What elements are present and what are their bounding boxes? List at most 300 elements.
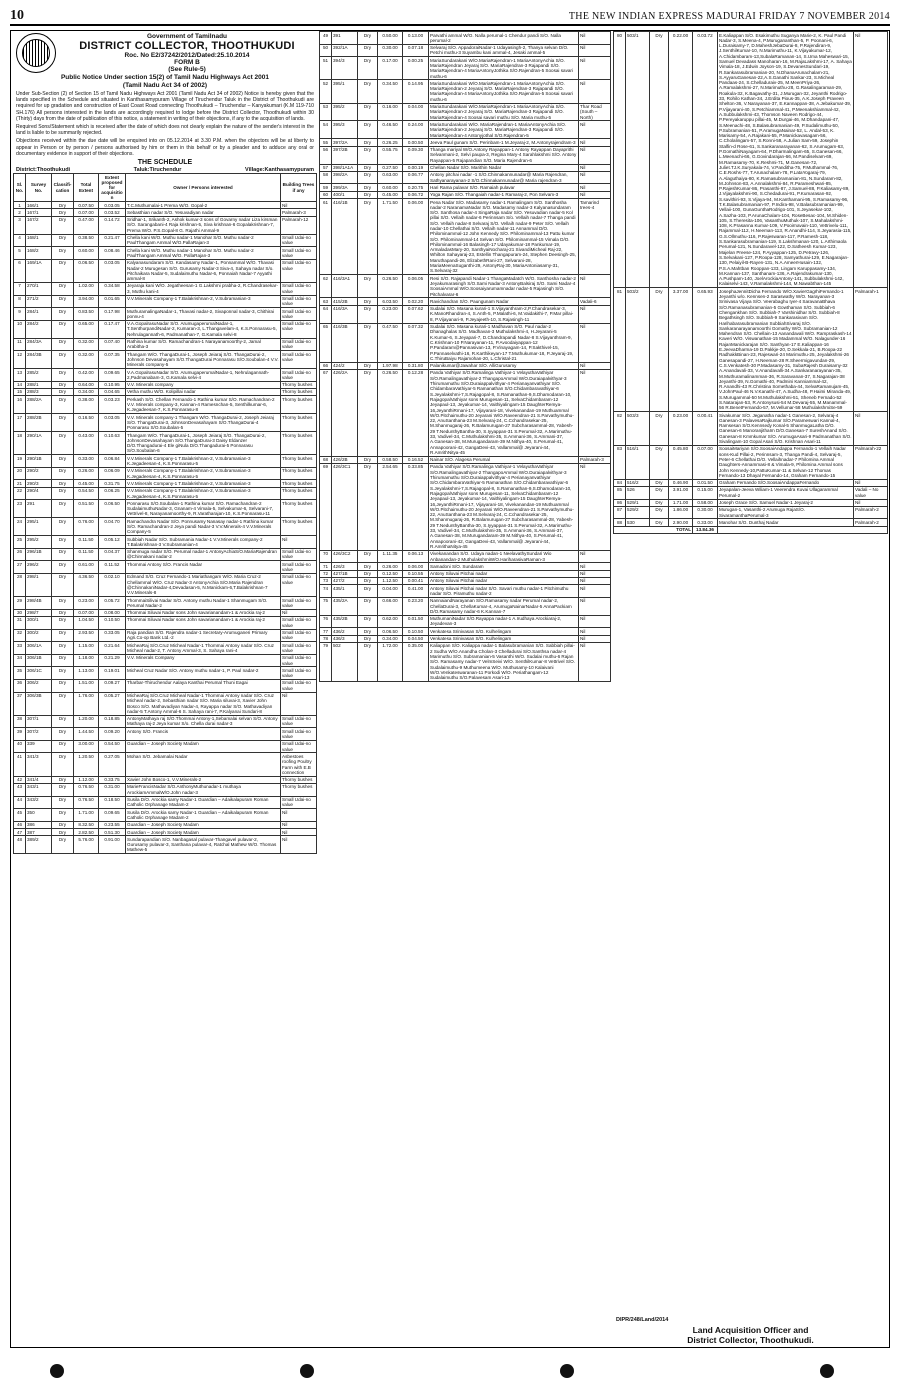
class-cell: Dry — [52, 209, 74, 216]
building-cell: Nil — [579, 570, 611, 577]
total-extent-cell: 0.16.00 — [378, 103, 403, 121]
survey-cell: 298/7 — [26, 609, 52, 616]
survey-cell: 271/2 — [26, 295, 52, 308]
survey-cell: 397/2B — [332, 146, 358, 164]
class-cell: Dry — [52, 796, 74, 809]
owner-cell: Venkatesa Srinivasan S/O. Kulhelingam — [429, 635, 579, 642]
class-cell: Dry — [52, 500, 74, 518]
extent-proposed-cell: 0.06.00 — [403, 563, 429, 570]
building-cell: Nil — [579, 597, 611, 615]
schedule-location — [16, 167, 314, 173]
total-extent-cell: 0.47.00 — [74, 216, 99, 234]
building-cell: Nil — [579, 80, 611, 103]
total-extent-cell: 1.13.00 — [74, 667, 99, 680]
survey-cell: 290/3 — [26, 480, 52, 487]
building-cell: Nil — [579, 628, 611, 635]
owner-cell: Kalyanasundaram S/O. Kandasamy Nadar-1, Ponnammal W/O. Thavasi Nadar-2 Murugesan S/O. Gurusamy Nadar-3 Siva-4, Sahaya nadar S/o. Pitchaikara Nadar-5, Sudalaimuthu Nadar-6, Ponnaiah Nadar-7 Ayyathi ammal-8 — [126, 259, 281, 282]
owner-cell: Antony S/O. Francis — [126, 728, 281, 741]
table-row — [14, 536, 317, 549]
building-cell: Palmarah-22 — [854, 445, 888, 479]
table-row — [320, 57, 611, 80]
table-row — [14, 432, 317, 455]
survey-cell: 295/1 — [26, 518, 52, 536]
owner-cell: Graham Fernando S/O.SoosaiAndappaFernando — [718, 479, 854, 486]
extent-proposed-cell: 0.31.80 — [403, 362, 429, 369]
building-cell: Nil — [579, 563, 611, 570]
sl-cell: 21 — [14, 480, 26, 487]
survey-cell: 169/1A — [26, 259, 52, 282]
total-extent-cell: 1.12.00 — [74, 776, 99, 783]
extent-proposed-cell: 0.04.65 — [99, 388, 126, 395]
class-cell: Dry — [52, 753, 74, 776]
schedule-heading: THE SCHEDULE — [137, 159, 193, 167]
owner-cell: Panda Vathiyar S/O.Ramalinga Vathiyar-1 VelayuthaVathiyar S/O.Ramalingavathiyar-2 ThangapoAmmal W/O.Duraiapalvithyar-3 Thirumamuthu S/O.Duraiappalvithyar-4 Perianayanvathiyar S/O.ChidambaraVathiyar-5 Ramanathan S/O.Chidambaravathiyar-6 S.Jeyalakshmi-7,S.Rajagopal-8, S.Ramanathan-9,S.Dhamodaran-10, RajagopalVathiyar sons Murugesan-11, SelvaChidambaram-12 Jeyapaul-13, Jeyakumar-14, Vaithiyalingam-15 DaughterRemya-16,JeyanthiRmani-17, Vijayarani-18, Vivekanandan-19 Muthuammal W/O.Pitchaimuthu-20 Jeyarani W/O.Raveendran-21 S.Parvathymuthu-22, AnuSanthana-23 M.Selvaraj-24, C.Cchandrasekar-25, M.Shanmugaraj-26, R.Balamurugan-27 Subcharasammal-28, Yabesh-29 T.NedunthyBantha-30, S.Iyyappan-31 S.Perumal-32, A.Marimuthu-33, Vadivel-34, C.Muthulakshmi-35, S.Ammani-36, S.Ammani-37, A.Ganesan-38, M.Murugandaram-39 M.Nithya-40, S.Perumal-41, Annapoorani-42, GangaDevi-43, Vallammal@ Jeyarani-44, R.AmrithaNitya-45 — [429, 463, 579, 550]
owner-cell: Antony Siluvai Pitchai nadar — [429, 577, 579, 584]
building-cell: Thorny bushes — [281, 381, 317, 388]
taluk-label: Taluk:Tiruchendur — [133, 167, 182, 174]
total-extent-cell: 1.71.00 — [669, 499, 693, 506]
class-cell: Dry — [52, 518, 74, 536]
sl-cell: 52 — [320, 80, 332, 103]
building-cell: Nil — [281, 821, 317, 828]
extent-proposed-cell: 0.23.20 — [403, 597, 429, 615]
total-extent-cell: 1.20.50 — [74, 753, 99, 776]
owner-cell: Chella kani W/O. Muthu nadar-1 Manohar S/O. Muthu nadar-2 PaulThangam Ammal W/O. PallaRajan-3 — [126, 247, 281, 260]
survey-cell: 391 — [332, 32, 358, 45]
class-cell: Dry — [358, 628, 378, 635]
building-cell: Small Udai-no value — [281, 654, 317, 667]
building-cell: Thorny bushes — [281, 776, 317, 783]
building-cell: Small Udai-no value — [281, 715, 317, 728]
total-extent-cell: 0.47.50 — [378, 323, 403, 362]
government-line: Government of Tamilnadu — [146, 33, 228, 40]
sl-cell: 79 — [320, 642, 332, 681]
total-extent-cell: 2.82.50 — [74, 829, 99, 836]
owner-cell: V.V. Minerals company — [126, 381, 281, 388]
owner-cell: Rathina kumar S/O. Ramachandran-1 Narayanamoorthy-2, Jamal Arabitha-3 — [126, 338, 281, 351]
table-row — [320, 635, 611, 642]
table-row — [14, 216, 317, 234]
total-extent-cell: 0.54.50 — [74, 487, 99, 500]
table-row — [320, 171, 611, 184]
table-row — [14, 209, 317, 216]
class-cell: Dry — [358, 164, 378, 171]
extent-proposed-cell: 0.30.00 — [693, 506, 718, 519]
class-cell: Dry — [52, 487, 74, 500]
total-extent-cell: 2.90.00 — [669, 519, 693, 526]
building-cell: Nil — [579, 323, 611, 362]
sl-cell: 15 — [14, 388, 26, 395]
building-cell: Small Udai-no value — [281, 667, 317, 680]
building-cell: Nil — [579, 275, 611, 298]
sl-cell: 12 — [14, 351, 26, 369]
building-cell: Small Udai-no value — [281, 247, 317, 260]
survey-cell: 284/3B — [26, 351, 52, 369]
table-row — [320, 615, 611, 628]
total-extent-cell: 0.26.00 — [74, 467, 99, 480]
owner-cell: V.V.Minerals Company-1 T.Balakrishnan-2, V.Subramanian-3 K.Jegadeesan-4, K.S.Ponnarasu-5 — [126, 487, 281, 500]
notice-title: Public Notice Under section 15(2) of Tamil Nadu Highways Act 2001 — [60, 74, 270, 81]
class-cell: Dry — [358, 577, 378, 584]
owner-cell: MuthuramalingaNadar-1, Thavasi nadar-2, Sivaponnal nadar-3, Chithirai ponnu-4 — [126, 308, 281, 321]
class-cell: Dry — [52, 381, 74, 388]
sl-cell: 81 — [614, 288, 626, 412]
extent-proposed-cell: 0.09.27 — [99, 679, 126, 692]
table-row — [14, 388, 317, 395]
owner-cell: Subbiah Nadar S/O. Subramania Nadar-1 V.V.Minerals company-2 T.Balakrishnan-3 V.Subramanian-4 — [126, 536, 281, 549]
survey-cell: 290/4 — [26, 487, 52, 500]
survey-cell: 502 — [332, 642, 358, 681]
building-cell: Nil — [854, 412, 888, 446]
owner-cell: Thommai Siluvai Nadar sons John savarianandam-1 & Arockia raj-2 — [126, 616, 281, 629]
building-cell: Nil — [579, 615, 611, 628]
survey-cell: 397/2A — [332, 139, 358, 146]
owner-cell: Edmand S/O. Cruz Fernando-1 Mariathangam W/O. Maria Cruz-2 Chellammal W/O. Cruz Nadar-3 AntonyAchia S/O.Maria Rajendran @ChinnakaniNadar-4,Devadasan-5, N.Manickam-6,T.Balakrishnan-7 V.V.Minerals-8 — [126, 573, 281, 596]
owner-cell: V.A.GopalrasuNadar S/O. ArumugaperumalNadar-1, T.SenthurpandiNadar-2, Kumaran-3, L.Thangavelam-4, K.S.Ponnarasu-5, Nehrulagannath-6, Padmanathan-7, G.Kamala selvi-8 — [126, 320, 281, 338]
col-header-owner: Owner / Persons interested — [126, 174, 281, 202]
sl-cell: 82 — [614, 412, 626, 446]
building-cell: Thorny bushes — [281, 783, 317, 796]
owner-cell: Tharbar-Thiruchendur Aalaya Kanthai Perumal Thuni Eagai — [126, 679, 281, 692]
class-cell: Dry — [358, 139, 378, 146]
extent-proposed-cell: 0.00.25 — [403, 57, 429, 80]
survey-cell: 398/1A1A — [332, 164, 358, 171]
owner-cell: Yoga Rajan S/O. Thangaiah nadar-1 Ramaraj-2, Pon Selvam-3 — [429, 191, 579, 198]
class-cell: Dry — [52, 836, 74, 854]
extent-proposed-cell: 0.17.98 — [99, 308, 126, 321]
class-cell: Dry — [358, 635, 378, 642]
survey-cell: 291 — [26, 500, 52, 518]
owner-cell: Hari Rama pulavar S/O. Ramaiah pulavar — [429, 184, 579, 191]
total-extent-cell: 0.60.00 — [74, 247, 99, 260]
signatory-line-2: District Collector, Thoothukudi. — [687, 1335, 814, 1345]
owner-cell: Xavier John Bosco-1, V.V.Minerals-2 — [126, 776, 281, 783]
owner-cell: Samadoni S/O. Sundaram — [429, 563, 579, 570]
extent-proposed-cell: 0.03.72 — [693, 32, 718, 288]
extent-proposed-cell: 0.03.05 — [99, 202, 126, 209]
survey-cell: 530 — [626, 519, 650, 526]
total-extent-cell: 0.50.00 — [378, 32, 403, 45]
extent-proposed-cell: 0.00.41 — [403, 577, 429, 584]
class-cell: Dry — [52, 654, 74, 667]
table-row — [14, 776, 317, 783]
sl-cell: 57 — [320, 164, 332, 171]
building-cell: Thorny bushes — [281, 388, 317, 395]
sl-cell: 58 — [320, 171, 332, 184]
sl-cell: 11 — [14, 338, 26, 351]
table-row — [320, 577, 611, 584]
table-row — [320, 275, 611, 298]
table-row — [320, 164, 611, 171]
extent-proposed-cell: 0.07.40 — [99, 338, 126, 351]
col-header-building: Building Trees if any — [281, 174, 317, 202]
extent-proposed-cell: 0.33.00 — [693, 519, 718, 526]
total-extent-cell: 0.58.50 — [378, 456, 403, 463]
owner-cell: MariaSundarakani W/O.MariaRajendran-1 MariaAntonyAchia S/O. MariaRajendran-2 Jeyaraj S/O. MariaRajendran-3 Rajapandi S/O. MariaRajendran-4 MariaAntonyJothika S/O.Rajendran-5 Soosai savari muthu-6 — [429, 80, 579, 103]
sl-cell: 18 — [14, 432, 26, 455]
sl-cell: 70 — [320, 550, 332, 563]
sl-cell: 37 — [14, 692, 26, 715]
extent-proposed-cell: 0.06.50 — [99, 500, 126, 518]
survey-cell: 529/2 — [626, 506, 650, 519]
office-title: DISTRICT COLLECTOR, THOOTHUKUDI — [79, 40, 295, 52]
survey-cell: 290/1A — [26, 432, 52, 455]
owner-cell: MuthumaniNadar S/O.Rayappa nadar-1 A.Irudhaya Arockiaraj-2, Jeyadevan-3 — [429, 615, 579, 628]
extent-proposed-cell: 0.06.77 — [403, 171, 429, 184]
owner-cell: Susila D/O. Arockia samy Nadar-1 Guardian – Adaikalapuram Roman Catholic Orphanage Madam-2 — [126, 796, 281, 809]
class-cell: Dry — [358, 121, 378, 139]
building-cell: Nil — [579, 577, 611, 584]
page-header — [10, 4, 890, 26]
building-cell: Small Udai-no value — [281, 369, 317, 382]
owner-cell: V.V.Minerals Company-1 T.Balakrishnan-2, V.Subramanian-3 K.Jegadeesan-4, K.S.Ponnarasu-5 — [126, 455, 281, 468]
table-row — [320, 362, 611, 369]
class-cell: Dry — [358, 44, 378, 57]
building-cell: Small Udai-no value — [281, 234, 317, 247]
extent-proposed-cell: 0.10.55 — [403, 570, 429, 577]
total-extent-cell: 0.32.00 — [74, 351, 99, 369]
owner-cell: Parvathi ammal W/O. Nalla perumal-1 Chendur pandi S/O. Nalla perumal-2 — [429, 32, 579, 45]
extent-proposed-cell: 0.21.64 — [99, 642, 126, 655]
class-cell: Dry — [52, 561, 74, 574]
total-extent-cell: 3.37.00 — [669, 288, 693, 412]
extent-proposed-cell: 0.31.00 — [99, 783, 126, 796]
class-cell: Dry — [52, 338, 74, 351]
survey-cell: 284/1 — [26, 308, 52, 321]
owner-cell: JosephaJennitDicha Fernando W/O.XavierGagrhiFernando-1 Jeyanthi w/o. Kennsen-2 Saraswathy W/O. Narayanan-3 Srinivasa Vijaya S/O. Veerabaghu Iyer-4 SaravanaBhava S/O.Ramanasubramanian-5 Gowthaman S/O. Subbiah-6 Chengankhan S/O. Subbiah-7 Varshinidhar S/O. Subbiah-8 Begathsingh S/O. Subbiah-9 Sankarasivam S/O. Harihabarasubramanian SubbiahSivaraj S/O. Sankaranarayanamoorthi Gomathy W/O. Subramanian-12 Mahendran S/O. Chellain-13 Aanandavali W/O. Rampraskash-14 Kaveri W/O. Viswanathan-15 Madammal W/O. Nalagunder-16 RajanManickarajan S/O. Santhyan-17 E.Kaliappan-16 E.JeevaDharma-19 D.Pakkje-20, D.Sekkala-21, B.Roopa-22 RadhakkBinan-23, Rajeswari-24 Marimuthu-25, Jeyalakshmi-26 Ganesapandi-27, H.Neeman-28 R.Sheermigavundan-29, C.S.Venkatesh-30 P.Madasamy-31, SubaRajesh Duraisamy-32 A.Anandavali-33, V.Anandavalli-34 A.Sankaranarayanan-35, M.Muthuramalinamman-36, R.Saravanan-37, S.Nagarajan-38 Jeyanthi-39, N.Gomathi-40, Padmini Kanniammal-42, R.Anandhi-43 R.Christina Somethaba-44, SelvaRamanujam-45, V.JohnPaul-46 N.V.Kanathi-47, A.Sudha-48, P.Haimi Miranda-49, S.Murugammal-50 M.Muthulakshmi-51, Sheneb Fernado-52 S.Natarajan-53, R.Antonysusi-54 M.Devaraj-55, M.Manammal-56 R.BenetFernando-57, M.Vellumar-58 MuthulakshmiSe-59 — [719, 288, 852, 411]
class-cell: Dry — [52, 467, 74, 480]
owner-cell: Vetha muthu W/O. Kolipillai nadar — [126, 388, 281, 395]
class-cell: Dry — [358, 275, 378, 298]
survey-cell: 389/2 — [26, 836, 52, 854]
total-extent-cell: 0.46.90 — [669, 479, 693, 486]
table-row — [14, 561, 317, 574]
extent-proposed-cell: 0.07.32 — [403, 323, 429, 362]
class-cell: Dry — [358, 570, 378, 577]
owner-cell: MariaSundarakani W/O. MariaRajendran-1 MariaAntonyAchia S/O. MariaRajendran-2 Jeyaraj S/O. MariaRajendran-3 Rajapandi S/O. MariaRajendran-4 Antonyjothal S/O.Rajendran-5 — [429, 121, 579, 139]
class-cell: Dry — [52, 369, 74, 382]
building-cell: Nil — [579, 585, 611, 598]
survey-cell: 436/3 — [332, 635, 358, 642]
sl-cell: 73 — [320, 577, 332, 584]
extent-proposed-cell: 0.18.50 — [99, 796, 126, 809]
total-extent-cell: 2.54.65 — [378, 463, 403, 550]
class-cell: Dry — [52, 216, 74, 234]
survey-cell: 284/3A — [26, 338, 52, 351]
total-extent-cell: 3.00.00 — [74, 740, 99, 753]
extent-proposed-cell: 0.03.05 — [99, 259, 126, 282]
class-cell: Dry — [358, 184, 378, 191]
class-cell: Dry — [650, 499, 669, 506]
class-cell: Dry — [52, 234, 74, 247]
owner-cell: Nainar S/O. Alagesa Perumal — [429, 456, 579, 463]
total-extent-cell: 0.61.00 — [74, 561, 99, 574]
building-cell: Palmarah-3 — [281, 209, 317, 216]
extent-proposed-cell: 0.10.50 — [403, 628, 429, 635]
owner-cell: Joseph Grace S/O. Samuel Nadar-1 Jeyaraj-2 — [718, 499, 854, 506]
class-cell: Dry — [52, 740, 74, 753]
extent-proposed-cell: 0.09.30 — [403, 146, 429, 164]
schedule-table-1 — [13, 173, 317, 854]
building-cell: Small Udai-no value — [281, 629, 317, 642]
total-extent-cell: 0.62.00 — [378, 615, 403, 628]
total-extent-cell: 0.45.00 — [378, 191, 403, 198]
total-extent-cell: 1.72.00 — [378, 642, 403, 681]
extent-proposed-cell: 0.09.65 — [99, 369, 126, 382]
survey-cell: 168/1 — [26, 234, 52, 247]
class-cell: Dry — [52, 295, 74, 308]
sl-cell: 48 — [14, 836, 26, 854]
class-cell: Dry — [52, 388, 74, 395]
owner-cell: MariaSundarakani W/O.MariaRajendran-1 MariaAntonyAchia S/O. MariaRajendran Jeyaraj S/O. MariaRajendran-3 Rajapandi S/O. MariaRajendran-4 MariaAntonyJothika S/O.Rajendran-5 Soosai savari muthu-6 — [429, 57, 579, 80]
sl-cell: 5 — [14, 247, 26, 260]
owner-cell: Micheal Cruz Nadar S/O. Antony muthu nadar-1, P. Paul nadar-2 — [126, 667, 281, 680]
sl-cell: 6 — [14, 259, 26, 282]
table-row — [14, 234, 317, 247]
building-cell: Nil — [579, 305, 611, 323]
sl-cell: 62 — [320, 275, 332, 298]
class-cell: Dry — [650, 412, 669, 446]
owner-cell: Shanmuga nadar S/O. Perumal nadar-1 AntonyAchiaS/O.MariaRajendran @Chinnakani nadar-2 — [126, 548, 281, 561]
survey-cell: 296/1B — [26, 548, 52, 561]
owner-cell: Mohan S/O. Jebamalai Nadar — [126, 753, 281, 776]
total-extent-cell: 5.76.00 — [74, 836, 99, 854]
owner-cell: NannaiandNarayanan S/O.Ramasamy nadar Perumal nadar-2, ChellaDurai-3, ChellaKumar-4, ArumugaNainarNadar-5 AnnaPackiam D/O.Ramasamy nadar-6 K.Kannan-7 — [429, 597, 579, 615]
survey-cell: 295/2 — [26, 536, 52, 549]
total-extent-cell: 0.22.00 — [669, 32, 693, 288]
owner-cell: Vivekanandan S/O. Udaya nadan-1 NeelavathySundari Wio Anbanandan-2 MuthulakshmiW/O.HariharasivaRaman-3 — [429, 550, 579, 563]
owner-cell: Sudalai S/O. Masana kurari-1 Madhavan S/O. Paul nadar-2 Dhanaghalas S/O. Madhavan-3 Muthulakshmi-4, H.Jeyarani-5 K.Kumar-6, S.Jeyapari-7, D.Chandrapandi Nadar-8 S.Vijayanthram-9, C.Krishnan-10 P.Narayanan-11, P.Avoodaiyappan-12 P.Pandaram@Pannasivan-13, P.Vinayagam-14, P.Sakthivel-15, P.Pannaselvathi-16, R.Karthikeyan-17 T.Muthukumar-18, P.Jeyaraj-19, C.ThiruBaiyu Rajamohan-20, L.Christal-21 — [429, 323, 579, 362]
survey-cell: 296/2 — [26, 561, 52, 574]
owner-cell: V.V.Minerals Company-1 T.Balakrishnan-2, V.Subramanian-3 K.Jegadeesan-4, K.S.Ponnarasu-5 — [126, 467, 281, 480]
dot-icon — [300, 1364, 314, 1378]
extent-proposed-cell: 0.15.00 — [693, 486, 718, 499]
class-cell: Dry — [52, 320, 74, 338]
extent-proposed-cell: 0.24.00 — [403, 121, 429, 139]
owner-cell: Antony pitchai nadar -1 S/O.Chinnakannunadar@ Maria Rajendran, Sathyanarayanan-2 S/O.Chinnakannunadar@ Maria rajendran-3 — [429, 171, 579, 184]
class-cell: Dry — [358, 103, 378, 121]
total-extent-cell: 6.03.50 — [378, 298, 403, 305]
building-cell: Vadali – No value — [854, 486, 888, 499]
extent-proposed-cell: 0.01.50 — [693, 479, 718, 486]
owner-cell: Kaliappan S/O. Kaliappa nadar-1 Balasubramanian S/O. Sabbiah pillai-2 Sudha W/O.Anandha Cholan-3 Chelladurai S/O.Santhsa nadar-4 Marimuthu S/O. Subramanian-5 Vasanthi W/O. Sudalai muthu-6 Rajan S/O. Ramasamy nadar-7 VelmSeivi W/O. SenthilKumar-8 Vettrivel S/O. Sudalaimuthu-9 Muthumeena W/O. Muthusamy-10 Kalaivani W/O.Venkateswaranan-11 Porkodi W/O. Periathangam-12 Sudalaimuthu S/O.Palavesam Asari-13 — [429, 642, 579, 681]
class-cell: Dry — [650, 519, 669, 526]
class-cell: Dry — [650, 486, 669, 499]
survey-cell: 284/2 — [26, 320, 52, 338]
building-cell: Small Udai-no value — [281, 740, 317, 753]
building-cell: Nil — [281, 836, 317, 854]
building-cell: Small Udai-no value — [281, 728, 317, 741]
sl-cell: 22 — [14, 487, 26, 500]
total-extent-cell: 0.11.50 — [74, 536, 99, 549]
owner-cell: Sebasthian nadar S/O. Yesuvadiyan nadar — [126, 209, 281, 216]
survey-cell: 416/3A1 — [332, 275, 358, 298]
building-cell: Thorny bushes — [281, 396, 317, 414]
sl-cell: 65 — [320, 323, 332, 362]
survey-cell: 288/1 — [26, 381, 52, 388]
total-extent-cell: 0.76.50 — [74, 783, 99, 796]
table-row — [320, 563, 611, 570]
owner-cell: V.A.GopalrasuNadar S/O. ArumugaperumalNadar-1, Nehrulagannath-2,Padmanabam-3, G.Kamala selvi-4 — [126, 369, 281, 382]
class-cell: Dry — [358, 642, 378, 681]
total-extent-cell: 0.23.00 — [378, 305, 403, 323]
class-cell: Dry — [52, 783, 74, 796]
table-row — [320, 298, 611, 305]
sl-cell: 8 — [14, 295, 26, 308]
extent-proposed-cell: 0.07.62 — [403, 305, 429, 323]
table-row — [14, 728, 317, 741]
owner-cell: Thangam W/O. ThangaDurai-1, Joseph Jeiaraj S/O. ThangaDurai-2, Johnson Devasahayam S/O.ThangaDurai Ponnarasu S/O.Soubalan-4 V.V. Minerals company-5 — [127, 351, 279, 368]
next-page-bleed — [0, 1356, 900, 1379]
class-cell: Dry — [650, 506, 669, 519]
survey-cell: 426/3 — [332, 563, 358, 570]
total-extent-cell: 0.34.50 — [378, 80, 403, 103]
table-row — [14, 642, 317, 655]
sl-cell: 40 — [14, 740, 26, 753]
owner-cell: MarieFrancisNadar S/O.AnthonyMuthunadar-1 muthaya ArockiamAmmalW/O.John nadar-3 — [126, 783, 281, 796]
sl-cell: 80 — [614, 32, 626, 288]
extent-proposed-cell: 0.33.75 — [99, 776, 126, 783]
sl-cell: 42 — [14, 776, 26, 783]
owner-cell: T.C.Muthumalai-1 Prema W/O. Gopal-2 — [126, 202, 281, 209]
class-cell: Dry — [52, 829, 74, 836]
column-3 — [613, 31, 888, 1347]
owner-cell: Guardian – Joseph Society Madam — [126, 821, 281, 828]
sl-cell: 19 — [14, 455, 26, 468]
total-extent-cell: 0.66.00 — [378, 597, 403, 615]
total-extent-cell: 8.32.50 — [74, 821, 99, 828]
table-row — [14, 338, 317, 351]
col-header-survey: Survey No. — [26, 174, 52, 202]
owner-cell: Jeyapalan-Jeeva Wiliam-1 Veerendra Kuvai Ullagarammal Perumal-2 — [718, 486, 854, 499]
owner-cell: Jeyaraja kani W/O. Jegatheesan-1 G.Lakshmi prabha-2, R.Chandrasekar-3, Muthu kani-4 — [126, 282, 281, 295]
total-extent-cell: 0.38.00 — [74, 396, 99, 414]
class-cell: Dry — [52, 809, 74, 822]
building-cell: Thorny bushes — [281, 487, 317, 500]
table-row — [320, 305, 611, 323]
total-extent-cell: 0.65.00 — [74, 320, 99, 338]
owner-cell: V.V. Minerals Company — [126, 654, 281, 667]
table-row — [14, 809, 317, 822]
table-row — [614, 32, 888, 288]
survey-cell: 503/2 — [626, 288, 650, 412]
total-extent-cell: 0.46.50 — [378, 121, 403, 139]
building-cell: Nil — [281, 829, 317, 836]
survey-cell: 526 — [626, 486, 650, 499]
owner-cell: Perkash S/O. Chellan Fernando-1 Rathina kumar S/O. Ramachandran-2 V.V. Minerals company-3, Kannan-4 Ramesnchan-5, Senthilkumar-6, K.Jegadeesan-7, K.S.Ponnarasu-8 — [126, 396, 281, 414]
col-header-sl: Sl. No. — [14, 174, 26, 202]
notice-subtitle: (Tamil Nadu Act 34 of 2002) — [122, 82, 208, 89]
owner-cell: E.Kaliappan S/O. Esakimuthu Suganya Marie-2, K. Paul Pandi Nadar-3, S.Meena-4, P.Murugananthan-5, P. Poonani-6, L.Duraisamy-7, D.MaheshJebaDurai-8, P.Rajendiran-9, J.SenthilKumar-10, N.Marimuthu-11, K.Vijayakumar-12, A.Chidambaram-13,SubalaRamanan-14, S.Uma Maheswari-15, Samuel Devadass Manoharan-16, M.RajaLakshmi-17, A. Sahaya Vimala-18, J.Edwin Joyson-19, S.DevanesSundari-19, R.Sankarasubramanian-20, N.DhanaArunachalam-21, S.AyyaruGanesan-22,A.S.Ganathi Sankar-23, S.Micheal Pandaas-24, S.Chelladuraiv-25, M.MeenPriya-26, A.Ramalakshmi-27, N.Marimuthu-28, G.Rasalingaraman-29, Roakula-32, K.Bagavathy-31, J.Murugan-32, Jeyanthi Rodrigo-33, Rohilo Kathan-34, J.Erdita Pious-35, A.K.Joseph Praveen Shelton-36, V.Narayanan-37, E.Kannappan-38, A.Jebakumar-39, P.Vijayarani-40, S.Petchiammal-41, P.Meenakshiammal-42, A.Subbulakshmi-43, Thomson Naveen Rodrigo-44, P.Pereyakaruppu pillai-45, M.Durgai-46, M.Dhandapani-47, S.Meenachi-48, S.Balasubramanian-49, P.Sudalimuthu-50, P.Subramanian-51, P.AramugaNainar-52, L. Andal-53, K. Marisamy-54, A.Rajakani-55, P.Manickavasagam-56, C.Cholalingam-57, S.Ronni-58, A.Julian Sam-59, Josephin Stalfin-d Rose-61, S.Sankaranarayanan-62, S.Arumugam-63, P.GomathiNayagam-64, P.Dharmalingam-65, S.Ganesan-66, L.Meenachi-66, G.Govindarajan-66, M.Pandiselvam-69, M.Ramasamy-70, K.Reshmi-71, M.Ganesan-72, Juliet.TJ.K.Suryakala-74, V.Panditha-75, P.Muthammal-76, C.E.Roshs-77, T.Arunachalam-78, P.LataYogaraj-79, A.Alaguthaiya-80, K.Ramasubramanian-81, N.Sundaram-82, M.Johnson-83, A.Annalakshmi-84, R.Parameshwari-85, P.RajeshKumar-86, Prasanthi-87, J.Samuel-88, P.Kaliasamy-89, J.Vijayalakshmi-90, S.Chedadurai-91, P.Kumarasan-92, S.savithiri-93, S.Vijaya-94, M.Kanthamani-95, S.Ramasamy-96, T.K.Balasubramanian-97, P.Indira-98, V.Balasubramanian-99, Vellaii-100, GunaGunthaRodrigo-101, S.Jeyasekar-102, A.Sazha-103, P.ArunaChalam-104, RoseBesac-104, M.Shiden-105, S.Theresita-106, VasanthuMuthuk-107, S.Mahalakshmi-108, K.Prasanna Kumar-109, V.Pooirnavain-110, Vettrivelu-111, Rajammal-112, H.Neeman-113, R.Anandhi-114, S.Jeyarasia-115, G.S.Ollmuthu-116, P.Rajeswaran-117, P.Ramesh-118, S.Sankarasubramanian-119, S.Lakshmanan-120, L.Arthimaola Perumal-121, N.Sundaravel-122, D.Satheesh Kumar-123, Majelan Preese-124, P.Ayyappan-125, D.Petravy-126, S.Selvakani-127, P.Roopa-128, Samyathurai-129, E.Nagarajan-130, Pelaiyil-B-Rayen-131, N.A.AmeerHusain-132, P.S.A.Mahtban Rooppan-133, Lingam Karuppasamy-134, M.Kannan-137, Santhanam-136, A.Rajendrakumar-130, A.Pushpam-140, JoelArockiaAntony-141, Subbulakshmi-142, Kalaiselvi-143, V.Ramalakshmi-144, M.Nawabthan-145 — [719, 32, 852, 287]
total-extent-cell: 0.45.80 — [669, 445, 693, 479]
extent-proposed-cell: 0.01.50 — [403, 615, 429, 628]
sl-cell: 28 — [14, 573, 26, 596]
sl-cell: 45 — [14, 809, 26, 822]
survey-cell: 426/3C2 — [332, 550, 358, 563]
building-cell: Nil — [579, 146, 611, 164]
total-extent-cell: 1.86.00 — [669, 506, 693, 519]
sl-cell: 47 — [14, 829, 26, 836]
class-cell: Dry — [52, 396, 74, 414]
extent-proposed-cell: 0.18.85 — [99, 715, 126, 728]
table-row — [614, 519, 888, 526]
class-cell: Dry — [52, 480, 74, 487]
class-cell: Dry — [52, 536, 74, 549]
notice-paragraph-3: Objections received within the due date will be enquired into on 05.12.2014 at 3.30 P.M. when the objectors will be at liberty to appear in Person or by person / persons authorised by him or them in this behalf or by a pleader and to adduce any oral or documentary evidence in support of their objections. — [16, 138, 314, 157]
survey-cell: 415/2B — [332, 298, 358, 305]
table-row — [14, 821, 317, 828]
owner-cell: V.V.Minerals Company-1 T.Balakrishnan-2, V.Subramanian-3 — [126, 480, 281, 487]
